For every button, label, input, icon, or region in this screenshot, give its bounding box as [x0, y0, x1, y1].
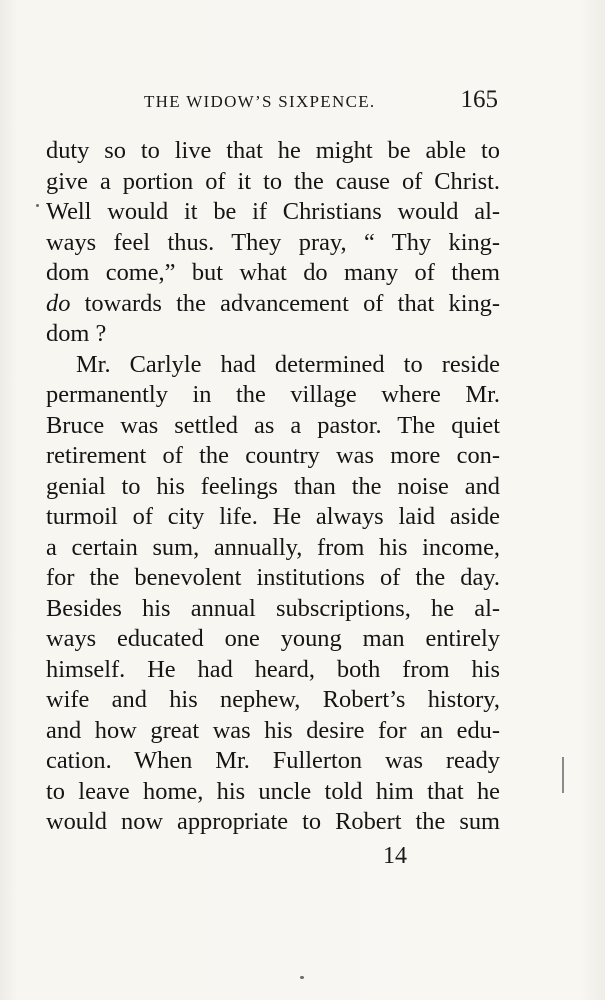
body-text [46, 136, 500, 838]
text-line: ways feel thus. They pray, “ Thy king- [46, 228, 500, 256]
text-line: wife and his nephew, Robert’s history, [46, 686, 500, 713]
text-line: dom ? [46, 320, 107, 347]
text-line: do towards the advancement of that king- [46, 289, 500, 317]
text-line: for the benevolent institutions of the day. [46, 564, 500, 591]
text-line: permanently in the village where Mr. [46, 381, 500, 408]
text-line: would now appropriate to Robert the sum [46, 808, 500, 835]
ink-speck [36, 204, 39, 207]
text-line: turmoil of city life. He always laid aside [46, 503, 500, 530]
text-line: and how great was his desire for an edu- [46, 716, 500, 744]
text-line: Bruce was settled as a pastor. The quiet [46, 411, 500, 439]
page-number: 165 [460, 86, 498, 113]
text-line: cation. When Mr. Fullerton was ready [46, 747, 500, 774]
running-title: THE WIDOW’S SIXPENCE. [144, 92, 376, 111]
ink-speck [300, 976, 304, 979]
text-line: dom come,” but what do many of them [46, 259, 500, 286]
text-line: Well would it be if Christians would al- [46, 198, 500, 225]
running-head [46, 86, 498, 116]
text-line: Besides his annual subscriptions, he al- [46, 594, 500, 622]
text-line: a certain sum, annually, from his income, [46, 533, 500, 561]
text-line: ways educated one young man entirely [46, 625, 500, 652]
text-line: himself. He had heard, both from his [46, 655, 500, 683]
margin-mark [562, 757, 564, 793]
text-line: to leave home, his uncle told him that he [46, 777, 500, 805]
emphasis: do [46, 289, 71, 317]
text-line: give a portion of it to the cause of Christ. [46, 167, 500, 195]
text-line: duty so to live that he might be able to [46, 137, 500, 164]
text-line: genial to his feelings than the noise and [46, 472, 500, 500]
text-line: Mr. Carlyle had determined to reside [76, 350, 500, 378]
signature-mark: 14 [383, 843, 407, 869]
text-line: retirement of the country was more con- [46, 442, 500, 469]
